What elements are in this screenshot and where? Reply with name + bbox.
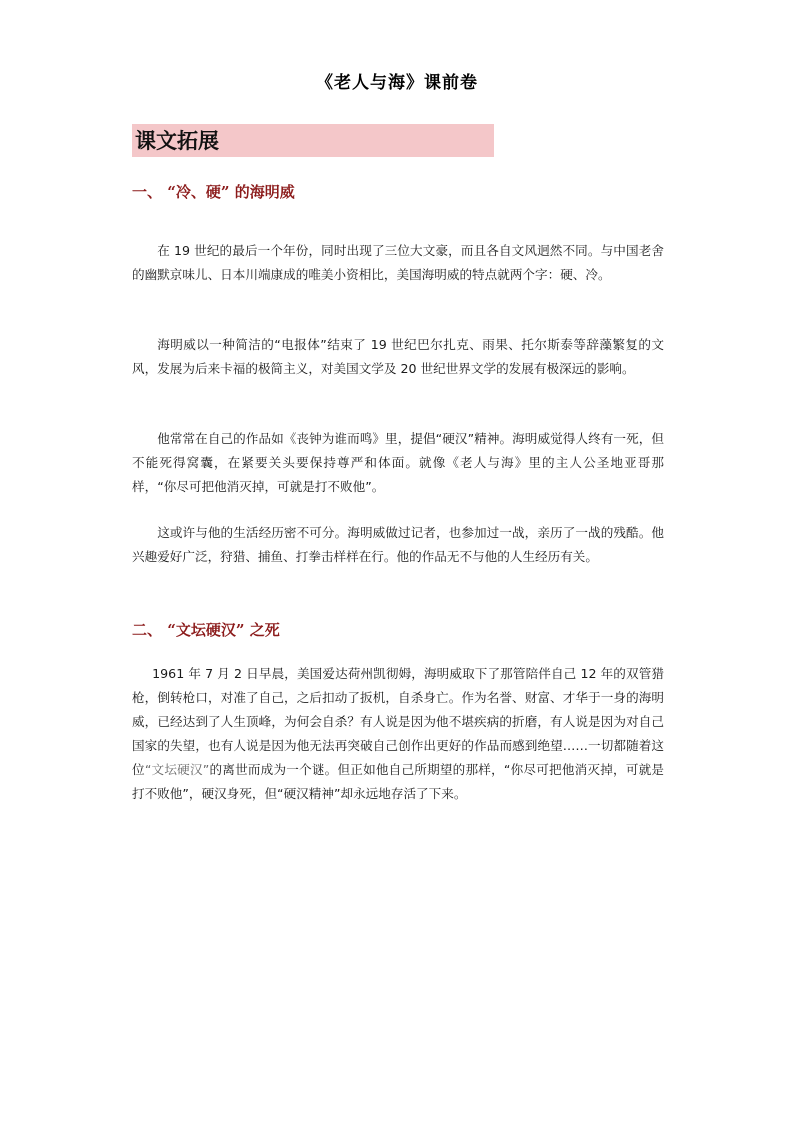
- part1-paragraph-1: 在 19 世纪的最后一个年份，同时出现了三位大文豪，而且各自文风迥然不同。与中国老舍的幽默京味儿、日本川端康成的唯美小资相比，美国海明威的特点就两个字：硬、冷。: [132, 243, 664, 282]
- part1-paragraph-2: 海明威以一种简洁的“电报体”结束了 19 世纪巴尔扎克、雨果、托尔斯泰等辞藻繁复的文风，发展为后来卡福的极简主义，对美国文学及 20 世纪世界文学的发展有极深远的影响。: [132, 337, 664, 376]
- part2-quote: “文坛硬汉”: [144, 762, 210, 777]
- part2-heading: 二、 “文坛硬汉” 之死: [132, 621, 280, 639]
- document-title: 《老人与海》课前卷: [316, 73, 478, 93]
- part2-paragraph: [132, 662, 664, 806]
- part1-paragraph-3: 他常常在自己的作品如《丧钟为谁而鸣》里，提倡“硬汉”精神。海明威觉得人终有一死，但不能死得窝囊，在紧要关头要保持尊严和体面。就像《老人与海》里的主人公圣地亚哥那样，“你尽可把他消灭掉，可就是打不败他”。: [132, 431, 664, 494]
- part2-text-after: 的离世而成为一个谜。但正如他自己所期望的那样，“你尽可把他消灭掉，可就是打不败他”，硬汉身死，但“硬汉精神”却永远地存活了下来。: [132, 762, 665, 801]
- part2-text-before: 1961 年 7 月 2 日早晨，美国爱达荷州凯彻姆，海明威取下了那管陪伴自己 12 年的双管猎枪，倒转枪口，对准了自己，之后扣动了扳机，自杀身亡。作为名誉、财富、才华于一身的海明威，已经达到了人生顶峰，为何会自杀？有人说是因为他不堪疾病的折磨，有人说是因为对自己国家的失望，也有人说是因为他无法再突破自己创作出更好的作品而感到绝望……一切都随着这位: [132, 666, 664, 777]
- part1-heading: 一、 “冷、硬” 的海明威: [132, 183, 295, 201]
- part1-paragraph-4: 这或许与他的生活经历密不可分。海明威做过记者，也参加过一战，亲历了一战的残酷。他兴趣爱好广泛，狩猎、捕鱼、打拳击样样在行。他的作品无不与他的人生经历有关。: [132, 525, 664, 564]
- section-banner: 课文拓展: [132, 124, 494, 157]
